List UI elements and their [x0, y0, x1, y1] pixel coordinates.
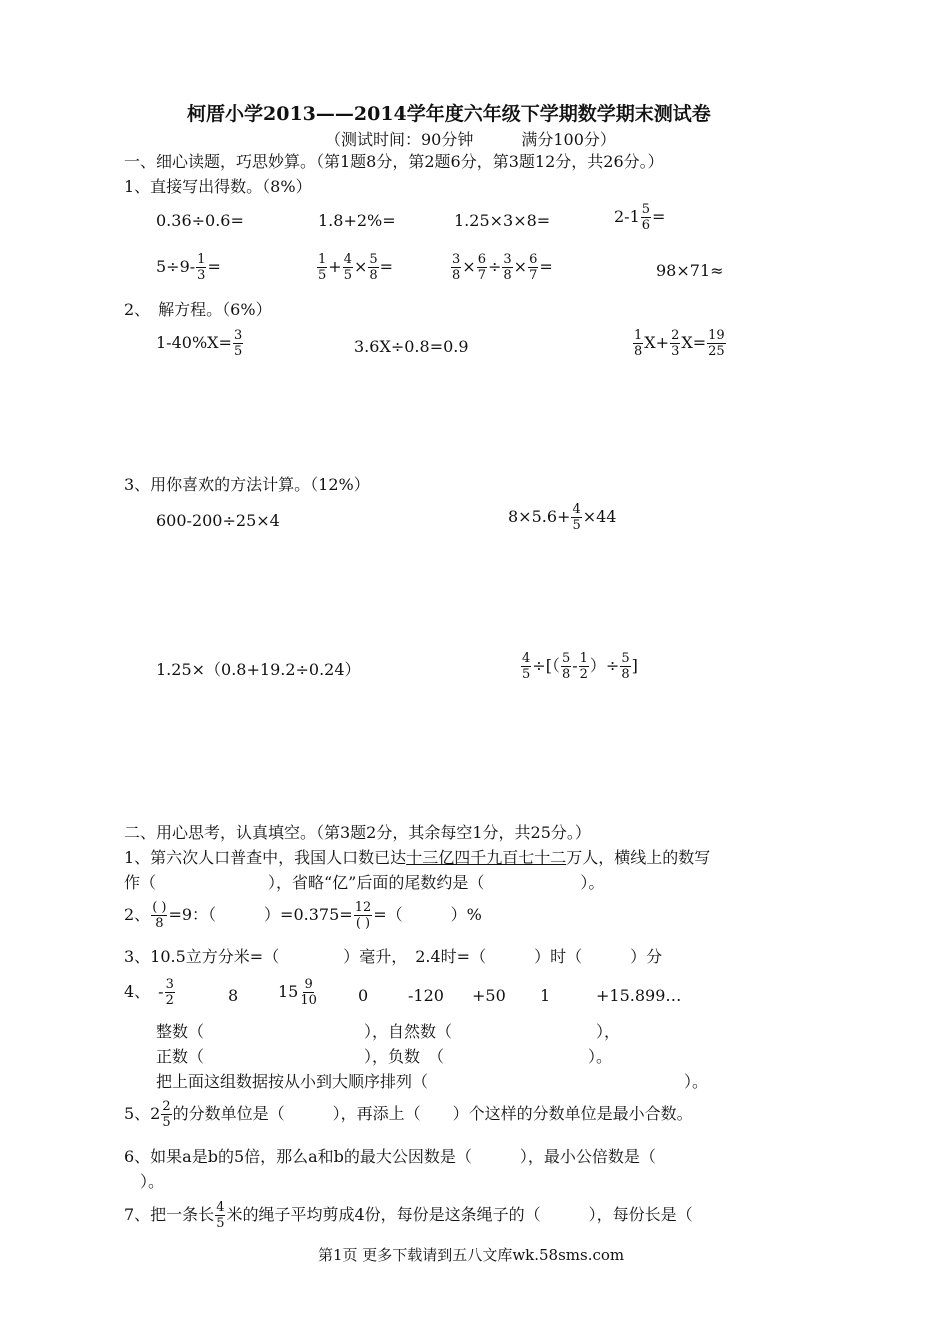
s2-q7: 7、把一条长 $\frac{4}{5}$ 米的绳子平均剪成4份，每份是这条绳子的（ ），每份长是（	[124, 1200, 693, 1231]
fraction: $\frac{3}{5}$	[233, 328, 243, 359]
s2-q4-line1: 整数（ ），自然数（ ），	[156, 1022, 621, 1041]
s2-q6-line1: 6、如果a是b的5倍，那么a和b的最大公因数是（ ），最小公倍数是（	[124, 1147, 656, 1166]
page-footer: 第1页 更多下载请到五八文库wk.58sms.com	[318, 1246, 625, 1264]
page-subtitle: （测试时间：90分钟 满分100分）	[325, 130, 616, 149]
fraction: $\frac{6}{7}$	[529, 252, 538, 283]
q1-item-h: 98×71≈	[656, 261, 724, 280]
q1-item-a: 0.36÷0.6=	[156, 211, 244, 230]
fraction: $\frac{12}{( )}$	[354, 900, 372, 931]
fraction: $\frac{19}{25}$	[708, 328, 725, 359]
q1-item-e: 5÷9- $\frac{1}{3}$ =	[156, 252, 221, 283]
s2-q4-number: +15.899…	[596, 986, 682, 1005]
section2-heading: 二、用心思考，认真填空。（第3题2分，其余每空1分，共25分。）	[124, 823, 591, 842]
fraction: $\frac{2}{5}$	[162, 1099, 171, 1130]
s2-q4-number: 1	[540, 986, 551, 1005]
q3-calc-1: 600-200÷25×4	[156, 511, 280, 530]
fraction: $\frac{5}{8}$	[369, 252, 378, 283]
fraction: $\frac{1}{2}$	[579, 651, 588, 682]
fraction: $\frac{5}{6}$	[641, 202, 651, 233]
fraction: $\frac{3}{8}$	[452, 252, 461, 283]
fraction: $\frac{1}{8}$	[634, 328, 643, 359]
q1-item-d: 2-1 $\frac{5}{6}$ =	[614, 202, 666, 233]
fraction: $\frac{1}{5}$	[318, 252, 327, 283]
s2-q4-number: +50	[472, 986, 506, 1005]
fraction: $\frac{4}{5}$	[343, 252, 352, 283]
fraction: $\frac{9}{10}$	[300, 977, 317, 1008]
s2-q4-number: 0	[358, 986, 369, 1005]
q2-label: 2、 解方程。（6%）	[124, 300, 272, 319]
fraction: $\frac{1}{3}$	[197, 252, 206, 283]
q2-equation-3: $\frac{1}{8}$ X+ $\frac{2}{3}$ X= $\frac{19}{25}$	[634, 328, 725, 359]
q1-item-g: $\frac{3}{8}$ × $\frac{6}{7}$ ÷ $\frac{3}{8}$ × $\frac{6}{7}$ =	[452, 252, 553, 283]
fraction: $\frac{4}{5}$	[216, 1200, 225, 1231]
q3-calc-3: 1.25×（0.8+19.2÷0.24）	[156, 660, 361, 679]
fraction: $\frac{3}{8}$	[503, 252, 512, 283]
q3-label: 3、用你喜欢的方法计算。（12%）	[124, 475, 370, 494]
s2-q4-line2: 正数（ ），负数 （ ）。	[156, 1047, 613, 1066]
page-title: 柯厝小学2013——2014学年度六年级下学期数学期末测试卷	[187, 103, 711, 125]
s2-q1-line2: 作（ ），省略“亿”后面的尾数约是（ ）。	[124, 873, 605, 892]
fraction: $\frac{6}{7}$	[477, 252, 486, 283]
q2-equation-2: 3.6X÷0.8=0.9	[354, 337, 469, 356]
fraction: $\frac{4}{5}$	[522, 651, 531, 682]
q1-item-f: $\frac{1}{5}$ + $\frac{4}{5}$ × $\frac{5}{8}$ =	[318, 252, 394, 283]
q1-label: 1、直接写出得数。（8%）	[124, 177, 312, 196]
s2-q4-numbers: 4、 - $\frac{3}{2}$	[124, 977, 174, 1008]
s2-q2: 2、 $\frac{( )}{8}$ =9：（ ）=0.375= $\frac{12}{( )}$ =（ ）%	[124, 900, 482, 931]
s2-q4-mixed-number: 15 $\frac{9}{10}$	[278, 977, 317, 1008]
fraction: $\frac{4}{5}$	[572, 502, 581, 533]
underlined-number: 十三亿四千九百七十二	[406, 848, 567, 867]
q1-item-b: 1.8+2%=	[318, 211, 396, 230]
s2-q1-line1: 1、第六次人口普查中，我国人口数已达十三亿四千九百七十二万人，横线上的数写	[124, 848, 711, 867]
q1-item-c: 1.25×3×8=	[454, 211, 551, 230]
fraction: $\frac{3}{2}$	[165, 977, 174, 1008]
s2-q4-number: -120	[408, 986, 444, 1005]
fraction: $\frac{5}{8}$	[621, 651, 630, 682]
section1-heading: 一、细心读题，巧思妙算。（第1题8分，第2题6分，第3题12分，共26分。）	[124, 152, 664, 171]
q2-equation-1: 1-40%X= $\frac{3}{5}$	[156, 328, 243, 359]
s2-q6-line2: ）。	[140, 1172, 165, 1191]
q3-calc-4: $\frac{4}{5}$ ÷[（ $\frac{5}{8}$ - $\frac{1}{2}$ ）÷ $\frac{5}{8}$ ]	[522, 651, 638, 682]
s2-q4-line3: 把上面这组数据按从小到大顺序排列（ ）。	[156, 1072, 709, 1091]
fraction: $\frac{( )}{8}$	[152, 900, 167, 931]
s2-q3: 3、10.5立方分米=（ ）毫升， 2.4时=（ ）时（ ）分	[124, 947, 663, 966]
q3-calc-2: 8×5.6+ $\frac{4}{5}$ ×44	[508, 502, 617, 533]
s2-q4-number: 8	[228, 986, 239, 1005]
fraction: $\frac{2}{3}$	[671, 328, 680, 359]
s2-q5: 5、2 $\frac{2}{5}$ 的分数单位是（ ），再添上（ ）个这样的分数单位是最小合数。	[124, 1099, 693, 1130]
fraction: $\frac{5}{8}$	[561, 651, 571, 682]
